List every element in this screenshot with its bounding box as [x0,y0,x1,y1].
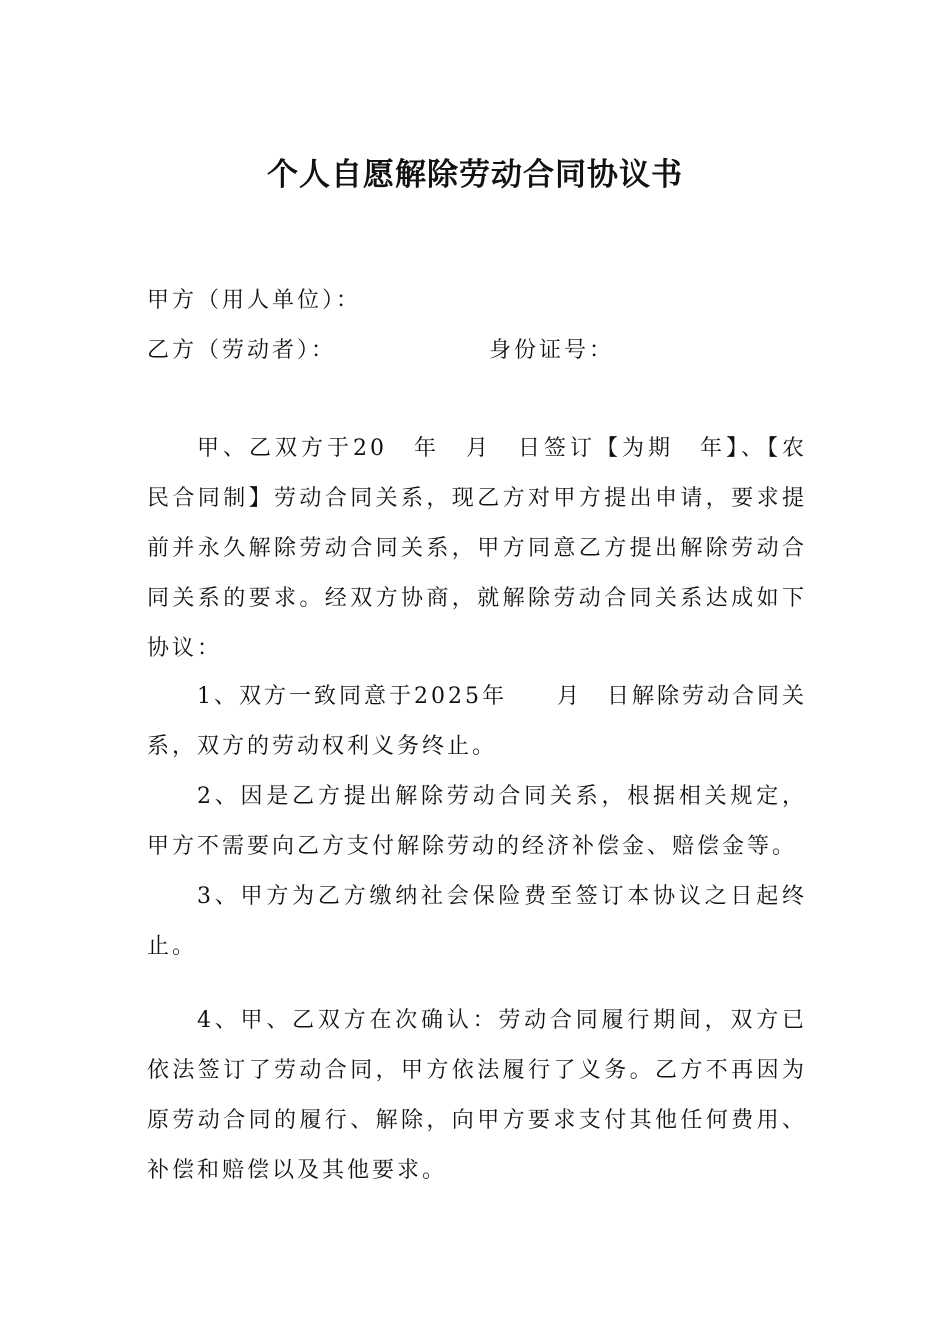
clause-4-paragraph: 4、甲、乙双方在次确认：劳动合同履行期间，双方已依法签订了劳动合同，甲方依法履行了义务。乙方不再因为原劳动合同的履行、解除，向甲方要求支付其他任何费用、补偿和赔偿以及其他要求。 [147,1008,807,1183]
party-a-label: 甲方（用人单位）： [147,288,362,313]
document-title: 个人自愿解除劳动合同协议书 [267,157,683,193]
clause-2-paragraph: 2、因是乙方提出解除劳动合同关系，根据相关规定，甲方不需要向乙方支付解除劳动的经济补偿金、赔偿金等。 [147,784,807,859]
agreement-intro-paragraph: 甲、乙双方于20 年 月 日签订【为期 年】、【农民合同制】劳动合同关系，现乙方对甲方提出申请，要求提前并永久解除劳动合同关系，甲方同意乙方提出解除劳动合同关系的要求。经双方协商，就解除劳动合同关系达成如下协议： [147,436,807,661]
clause-3-paragraph: 3、甲方为乙方缴纳社会保险费至签订本协议之日起终止。 [147,884,807,959]
id-number-label: 身份证号： [489,338,615,363]
party-b-label: 乙方（劳动者）： [147,338,337,363]
clause-1-paragraph: 1、双方一致同意于2025年 月 日解除劳动合同关系，双方的劳动权利义务终止。 [147,684,807,759]
